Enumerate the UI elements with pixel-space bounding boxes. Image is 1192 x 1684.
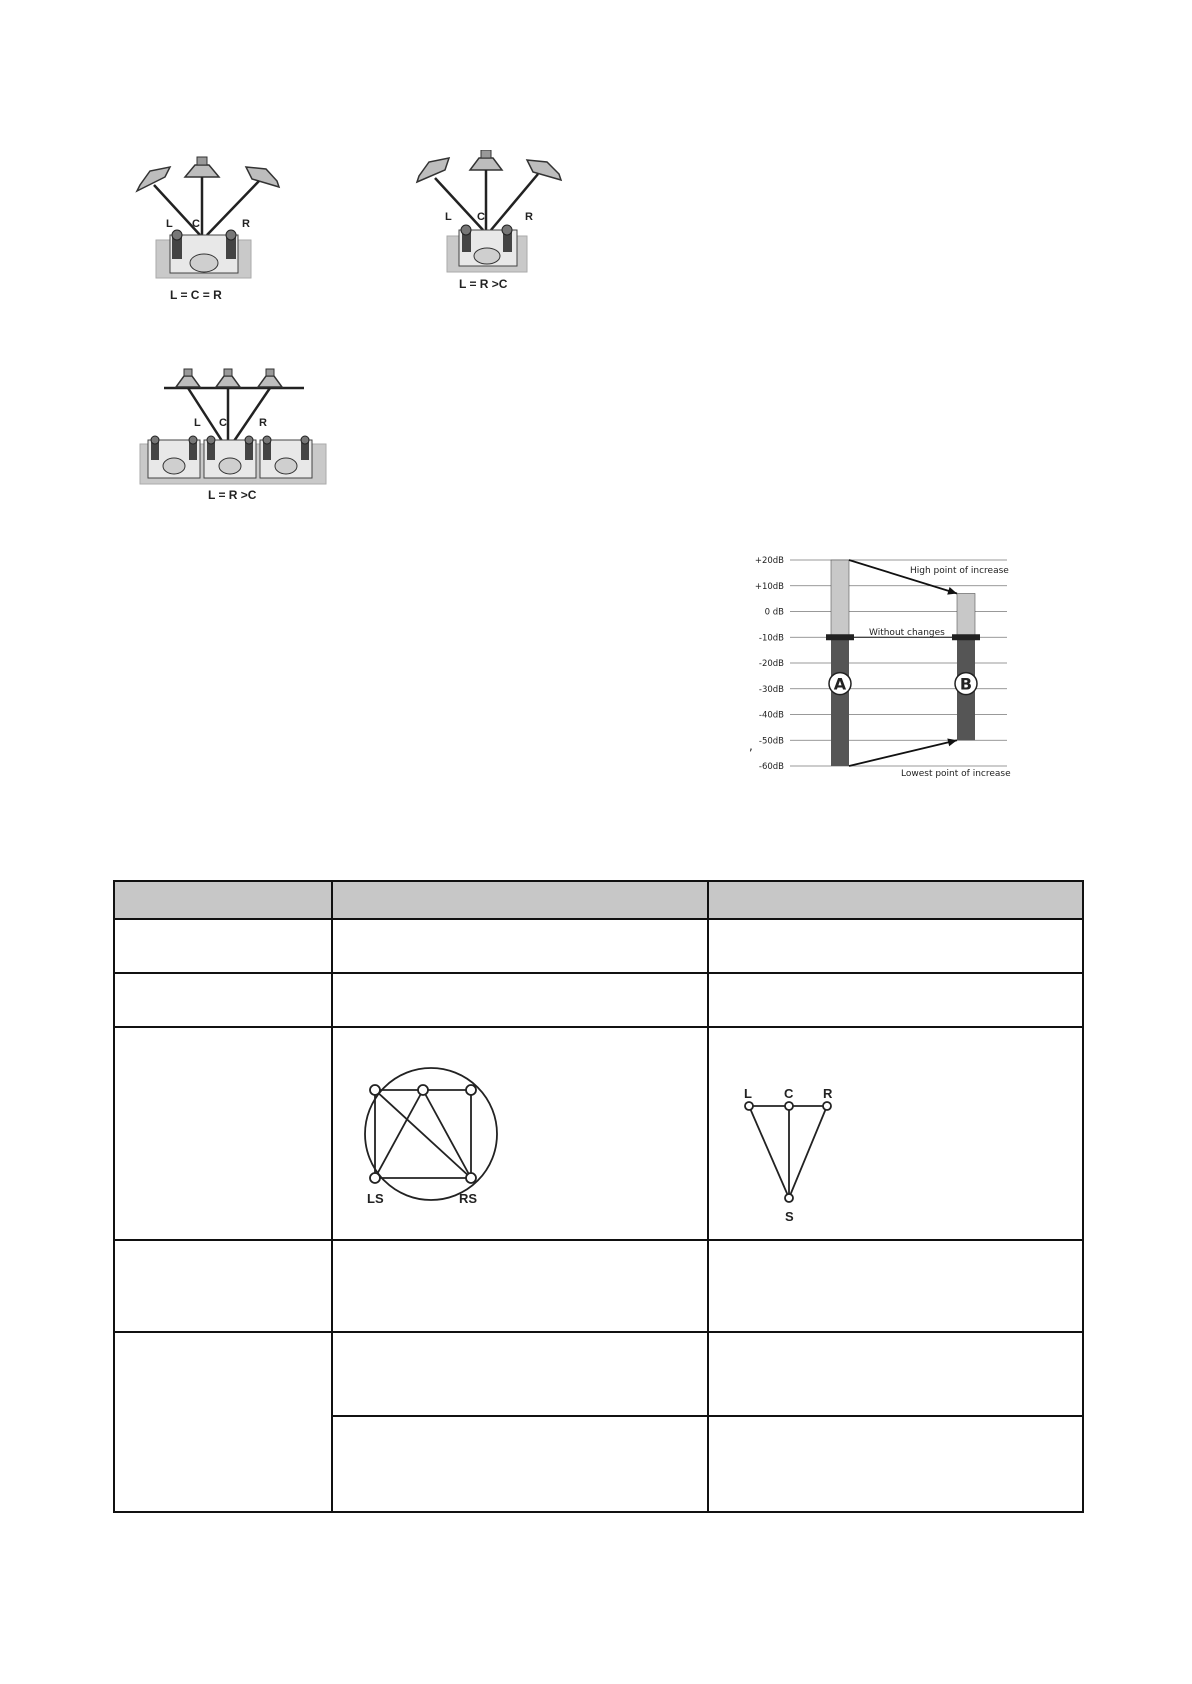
figure-caption: L = R >C [208,488,257,502]
right-speaker-icon [258,369,282,387]
ls-label: LS [367,1191,384,1206]
table-header-cell [708,881,1083,919]
db-chart-svg [745,550,1015,780]
listener-seat-icon [156,230,251,278]
spec-table [113,880,1084,1513]
listener-seats-icon [140,436,326,484]
left-speaker-icon [176,369,200,387]
right-speaker-icon [527,160,561,180]
stray-mark: , [749,739,753,753]
right-label: R [242,218,250,230]
table-cell [114,1240,332,1332]
high-arrowhead [947,587,957,595]
table-row [114,1332,1083,1416]
center-speaker-icon [470,150,502,170]
annotation-high: High point of increase [910,566,1009,576]
bar-lower-A [831,637,849,766]
table-cell [114,919,332,973]
bar-marker-B [952,634,980,640]
y-tick-label: -50dB [758,736,784,747]
c-label: C [784,1086,794,1101]
listener-seat-icon [447,225,527,272]
right-label: R [525,211,533,223]
y-tick-label: +10dB [754,581,784,592]
left-speaker-icon [137,167,170,191]
bar-category-label: B [959,674,973,694]
y-tick-label: -40dB [758,710,784,721]
table-row [114,1027,1083,1240]
table-cell-diagram [708,1027,1083,1240]
l-label: L [744,1086,752,1101]
low-arrowhead [947,738,957,746]
table-cell [708,1416,1083,1512]
speaker-figure-2 [415,150,575,290]
annotation-low: Lowest point of increase [901,769,1011,779]
bar-upper-A [831,560,849,637]
table-header-cell [332,881,708,919]
y-tick-label: -10dB [758,633,784,644]
y-tick-label: -30dB [758,684,784,695]
chart-y-ticks [755,556,784,772]
speaker-figure-1 [132,155,312,305]
bar-upper-B [957,593,975,637]
circle-network-diagram [333,1028,709,1234]
y-tick-label: -60dB [758,762,784,772]
table-header-row [114,881,1083,919]
y-tick-label: -20dB [758,659,784,669]
s-label: S [785,1209,794,1224]
triangle-diagram [709,1028,1084,1234]
speaker-figure-3 [138,360,338,505]
center-label: C [477,211,485,223]
table-cell [332,973,708,1027]
left-label: L [445,211,452,223]
table-row [114,1240,1083,1332]
table-cell [114,1027,332,1240]
left-label: L [194,417,201,429]
y-tick-label: 0 dB [764,607,784,618]
table-cell-diagram [332,1027,708,1240]
left-label: L [166,218,173,230]
table-cell [114,973,332,1027]
table-cell [332,1416,708,1512]
table-row [114,973,1083,1027]
right-speaker-icon [246,167,279,187]
center-speaker-icon [185,157,219,177]
table-cell [708,919,1083,973]
y-tick-label: +20dB [754,556,784,566]
annotation-middle: Without changes [869,628,945,638]
bar-marker-A [826,634,854,640]
table-row [114,919,1083,973]
figure-caption: L = R >C [459,277,508,290]
left-speaker-icon [417,158,449,182]
table-cell [332,1332,708,1416]
table-cell [332,919,708,973]
figure-caption: L = C = R [170,288,222,302]
rs-label: RS [459,1191,478,1206]
center-speaker-icon [216,369,240,387]
table-header-cell [114,881,332,919]
table-cell [708,1332,1083,1416]
table-cell [708,1240,1083,1332]
right-label: R [259,417,267,429]
table-cell [708,973,1083,1027]
table-cell [114,1332,332,1512]
center-label: C [192,218,200,230]
center-label: C [219,417,227,429]
table-cell [332,1240,708,1332]
low-arrow-line [849,740,957,766]
db-chart [745,550,1015,780]
bar-category-label: A [833,674,847,694]
r-label: R [823,1086,833,1101]
